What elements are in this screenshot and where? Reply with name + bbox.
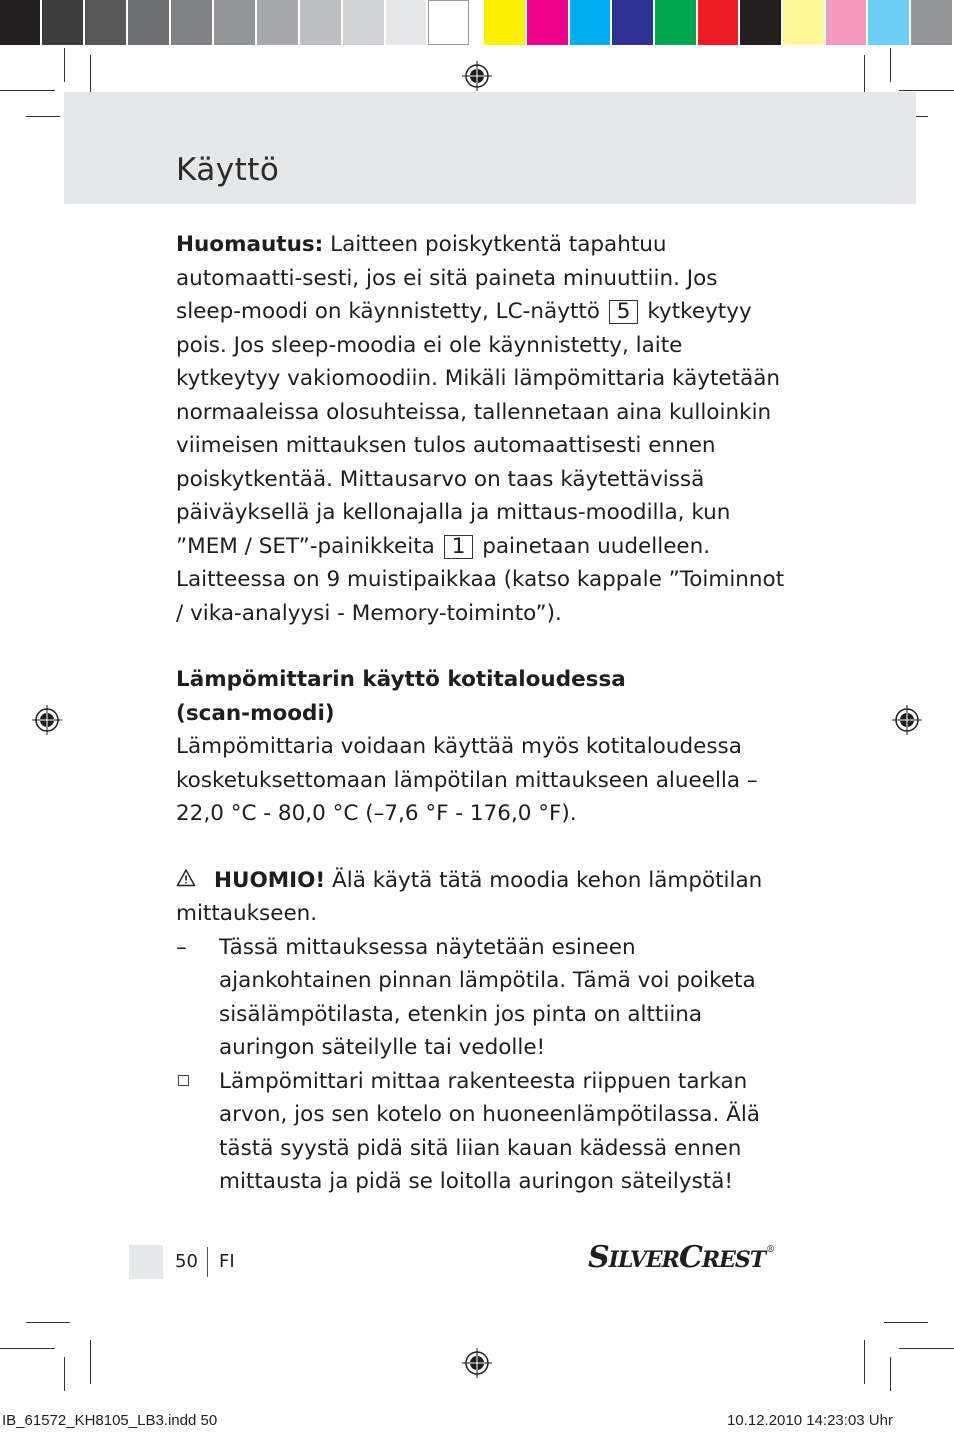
color-swatch: [911, 0, 954, 45]
crop-mark: [26, 116, 60, 117]
color-swatch: [343, 0, 386, 45]
warning-text: Älä käytä tätä moodia kehon lämpötilan mittaukseen.: [176, 867, 763, 926]
footer-square: [129, 1245, 163, 1279]
crop-mark: [64, 1357, 65, 1391]
list-item: [176, 1065, 786, 1199]
color-swatch: [698, 0, 740, 45]
list-marker-dash: –: [176, 934, 187, 960]
color-swatch: [655, 0, 698, 45]
page-title: Käyttö: [176, 152, 280, 188]
page-language: FI: [219, 1251, 235, 1272]
list-item-text: Tässä mittauksessa näytetään esineen ajankohtainen pinnan lämpötila. Tämä voi poiketa sisälämpötilasta, etenkin jos pinta on alttiina auringon säteilylle tai vedolle!: [219, 934, 756, 1060]
color-swatch: [428, 0, 471, 45]
color-swatch: [0, 0, 42, 45]
page-number: 50: [175, 1251, 198, 1272]
crop-mark: [884, 1322, 928, 1323]
ref-box-5: 5: [609, 300, 639, 324]
slug-file: IB_61572_KH8105_LB3.indd 50: [2, 1412, 218, 1429]
list-item-text: Lämpömittari mittaa rakenteesta riippuen tarkan arvon, jos sen kotelo on huoneenlämpötilassa. Älä tästä syystä pidä sitä liian kauan kädessä ennen mittausta ja pidä se loitolla auringon säteilystä!: [219, 1068, 760, 1194]
color-swatch: [612, 0, 655, 45]
list-marker-square-icon: [176, 1065, 219, 1099]
slug-date: 10.12.2010 14:23:03 Uhr: [727, 1412, 893, 1429]
warning-triangle-icon: [176, 868, 196, 888]
color-swatch: [868, 0, 911, 45]
crop-mark: [890, 1357, 891, 1391]
color-swatch: [257, 0, 300, 45]
section-heading: [176, 663, 786, 730]
color-swatch: [484, 0, 527, 45]
section-heading-line: (scan-moodi): [176, 700, 335, 726]
color-swatch: [171, 0, 214, 45]
gray-color-bar: [0, 0, 471, 45]
color-swatch: [740, 0, 783, 45]
section-body: Lämpömittaria voidaan käyttää myös kotitaloudessa kosketuksettomaan lämpötilan mittaukseen alueella –22,0 °C - 80,0 °C (–7,6 °F - 176,0 °F).: [176, 734, 758, 826]
crop-mark: [26, 1322, 70, 1323]
page-content: [176, 228, 786, 1199]
crop-mark: [899, 1348, 954, 1349]
process-color-bar: [484, 0, 954, 45]
registration-mark-icon: [32, 705, 62, 735]
color-swatch: [386, 0, 428, 45]
color-swatch: [826, 0, 868, 45]
registration-mark-icon: [892, 705, 922, 735]
crop-mark: [864, 1340, 865, 1384]
crop-mark: [64, 48, 65, 82]
color-swatch: [214, 0, 257, 45]
color-swatch: [783, 0, 826, 45]
crop-mark: [90, 1340, 91, 1384]
page-separator: [207, 1247, 208, 1277]
crop-mark: [899, 90, 954, 91]
section-heading-line: Lämpömittarin käyttö kotitaloudessa: [176, 667, 626, 692]
crop-mark: [0, 1348, 55, 1349]
registration-mark-icon: [462, 1348, 492, 1378]
note-paragraph: [176, 228, 786, 630]
color-swatch: [527, 0, 570, 45]
warning-paragraph: [176, 864, 786, 931]
color-swatch: [300, 0, 343, 45]
note-label: Huomautus:: [176, 232, 324, 257]
brand-logo: SILVERCREST®: [588, 1240, 775, 1275]
color-swatch: [128, 0, 171, 45]
color-swatch: [570, 0, 612, 45]
crop-mark: [890, 48, 891, 82]
note-text-part: Laitteen poiskytkentä tapahtuu automaatti-sesti, jos ei sitä paineta minuuttiin. Jos sleep-moodi on käynnistetty, LC-näyttö: [176, 232, 718, 324]
list-item: [176, 931, 786, 1065]
warning-label: HUOMIO!: [214, 867, 326, 893]
ref-box-1: 1: [444, 535, 474, 559]
color-swatch: [42, 0, 85, 45]
registration-mark-icon: [462, 61, 492, 91]
note-text-part: kytkeytyy pois. Jos sleep-moodia ei ole käynnistetty, laite kytkeytyy vakiomoodiin. Mikäli lämpömittaria käytetään normaaleissa olosuhteissa, tallennetaan aina kulloinkin viimeisen mittauksen tulos automaattisesti ennen poiskytkentää. Mittausarvo on taas käytettävissä päiväyksellä ja kellonajalla ja mittaus-moodilla, kun ”MEM / SET”-painikkeita: [176, 299, 781, 559]
note-text-part: painetaan uudelleen. Laitteessa on 9 muistipaikkaa (katso kappale ”Toiminnot / vika-analyysi - Memory-toiminto”).: [176, 533, 785, 626]
crop-mark: [0, 90, 55, 91]
color-swatch: [85, 0, 128, 45]
